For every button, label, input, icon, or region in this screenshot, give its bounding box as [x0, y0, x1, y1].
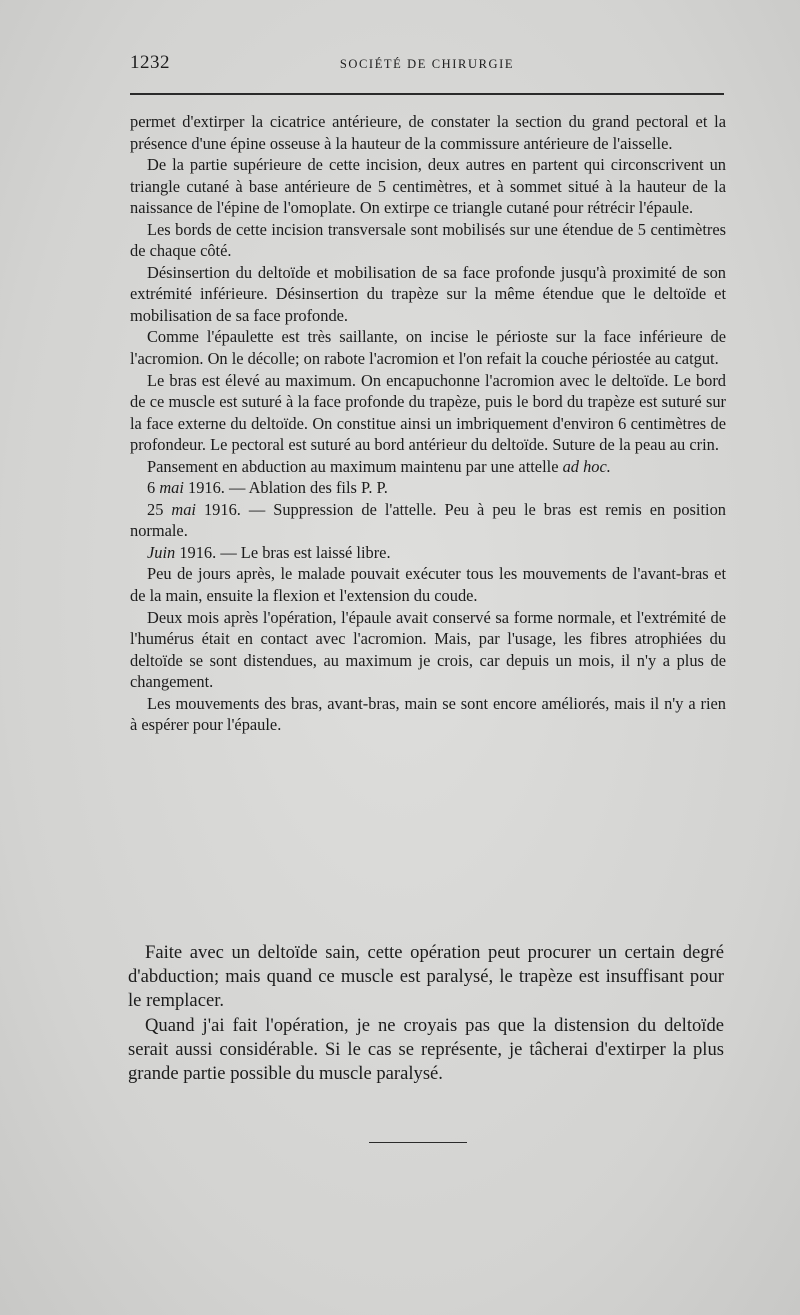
- entry-month: mai: [159, 478, 184, 498]
- entry-day: 25: [147, 499, 164, 519]
- entry-month: Juin: [147, 542, 176, 562]
- paragraph: De la partie supérieure de cette incision, deux autres en partent qui circonscrivent un triangle cutané à base antérieure de 5 centimètres, et à sommet situé à la hauteur de la naissance de l'épine de l'omoplate. On extirpe ce triangle cutané pour rétrécir l'épaule.: [130, 155, 726, 218]
- section-end-rule: [369, 1142, 467, 1143]
- paragraph: Les bords de cette incision transversale sont mobilisés sur une étendue de 5 centimètres de chaque côté.: [130, 219, 726, 261]
- page-header: [128, 52, 726, 82]
- entry-text: 1916. — Ablation des fils P. P.: [188, 478, 388, 498]
- paragraph: [130, 456, 726, 478]
- header-rule: [130, 93, 724, 95]
- dated-entry: [130, 499, 726, 542]
- entry-text: 1916. — Le bras est laissé libre.: [179, 542, 391, 562]
- conclusion-text: [128, 941, 724, 1086]
- paragraph: permet d'extirper la cicatrice antérieure, de constater la section du grand pectoral et la présence d'une épine osseuse à la hauteur de la commissure antérieure de l'aisselle.: [130, 112, 726, 153]
- entry-day: 6: [147, 478, 156, 498]
- page-number: 1232: [130, 52, 170, 73]
- paragraph: Faite avec un deltoïde sain, cette opération peut procurer un certain degré d'abduction; mais quand ce muscle est paralysé, le trapèze est insuffisant pour le remplacer.: [128, 942, 724, 1012]
- paragraph: Désinsertion du deltoïde et mobilisation de sa face profonde jusqu'à proximité de son extrémité inférieure. Désinsertion du trapèze sur la même étendue que le deltoïde et mobilisation de sa face profonde.: [130, 262, 726, 325]
- dated-entry: [130, 542, 726, 564]
- entry-month: mai: [171, 499, 196, 519]
- paragraph: Deux mois après l'opération, l'épaule avait conservé sa forme normale, et l'extrémité de l'humérus était en contact avec l'acromion. Mais, par l'usage, les fibres atrophiées du deltoïde se sont distendues, au maximum je crois, car depuis un mois, il n'y a plus de changement.: [130, 607, 726, 692]
- paragraph: Quand j'ai fait l'opération, je ne croyais pas que la distension du deltoïde serait aussi considérable. Si le cas se représente, je tâcherai d'extirper la plus grande partie possible du muscle paralysé.: [128, 1014, 724, 1085]
- paragraph: Les mouvements des bras, avant-bras, main se sont encore améliorés, mais il n'y a rien à espérer pour l'épaule.: [130, 693, 726, 735]
- italic-phrase: ad hoc.: [562, 456, 611, 476]
- paragraph: Peu de jours après, le malade pouvait exécuter tous les mouvements de l'avant-bras et de la main, ensuite la flexion et l'extension du coude.: [130, 564, 726, 606]
- dated-entry: [130, 477, 726, 499]
- paragraph-text: Pansement en abduction au maximum maintenu par une attelle: [147, 456, 559, 476]
- case-report-text: [130, 111, 726, 736]
- running-title: SOCIÉTÉ DE CHIRURGIE: [339, 57, 515, 71]
- paragraph: Comme l'épaulette est très saillante, on incise le périoste sur la face inférieure de l'acromion. On le décolle; on rabote l'acromion et l'on refait la couche périostée au catgut.: [130, 327, 726, 369]
- entry-text: 1916. — Suppression de l'attelle. Peu à peu le bras est remis en position normale.: [130, 499, 726, 541]
- paragraph: Le bras est élevé au maximum. On encapuchonne l'acromion avec le deltoïde. Le bord de ce muscle est suturé à la face profonde du trapèze, puis le bord du trapèze est suturé sur la face externe du deltoïde. On constitue ainsi un imbriquement d'environ 6 centimètres de profondeur. Le pectoral est suturé au bord antérieur du deltoïde. Suture de la peau au crin.: [130, 370, 726, 455]
